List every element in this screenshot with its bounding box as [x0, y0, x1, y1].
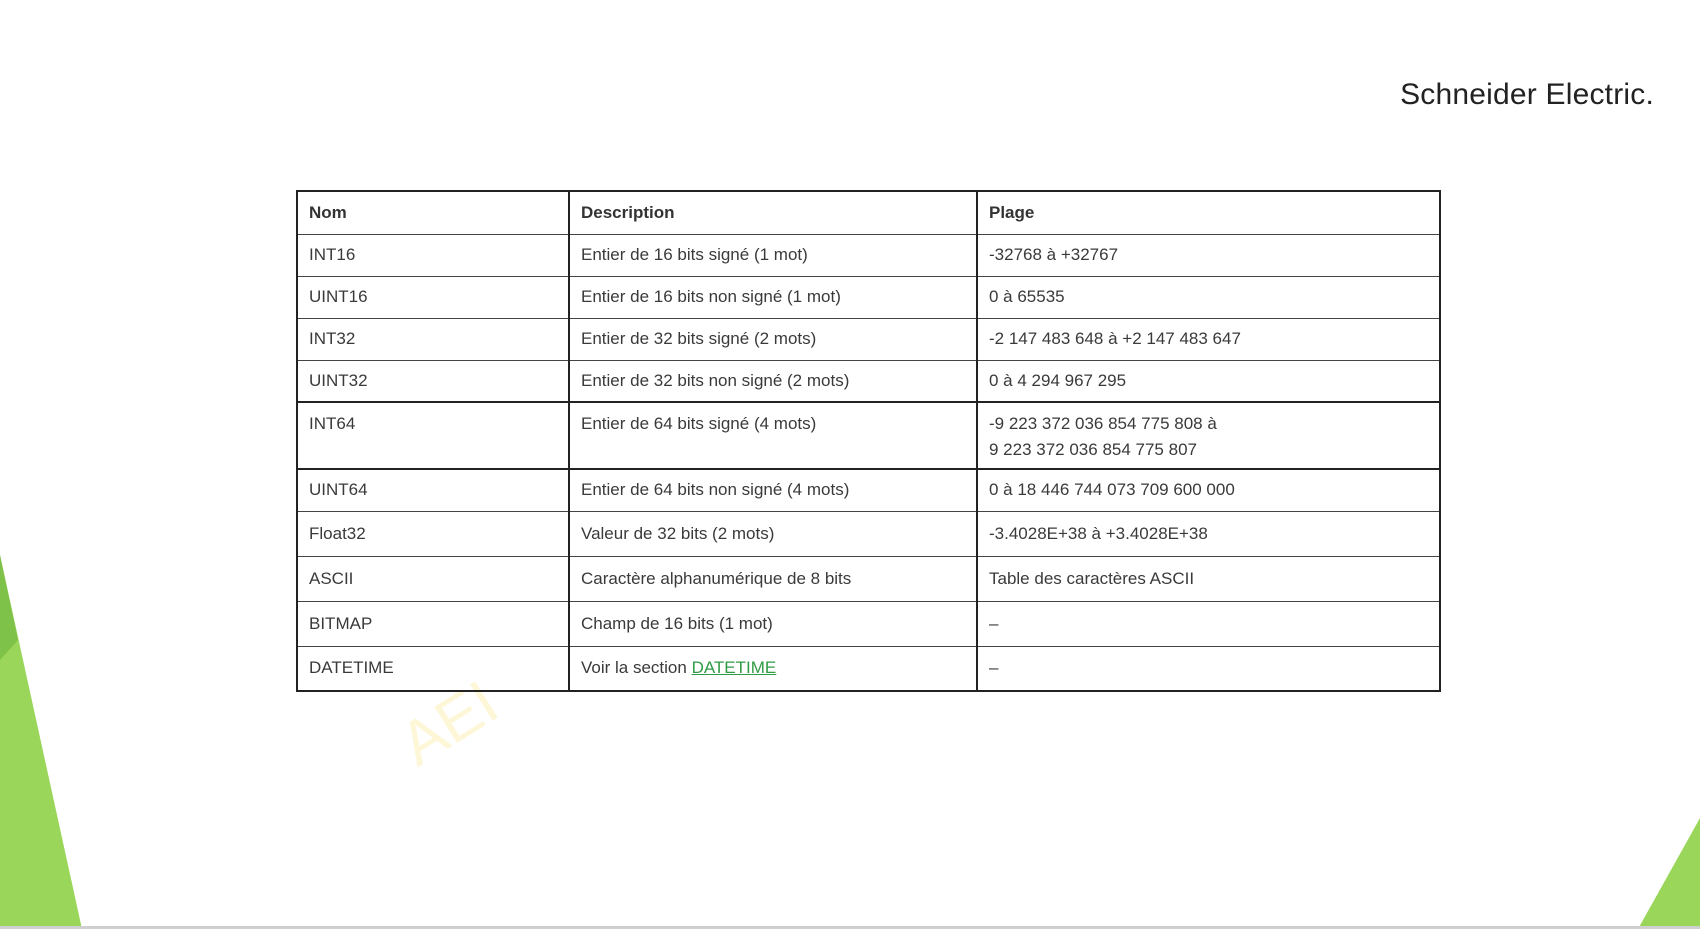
- type-description: Champ de 16 bits (1 mot): [569, 601, 977, 646]
- table-row: [297, 646, 1440, 691]
- table-row: [297, 276, 1440, 318]
- type-description: Entier de 64 bits signé (4 mots): [569, 402, 977, 469]
- type-name: BITMAP: [297, 601, 569, 646]
- type-description: Caractère alphanumérique de 8 bits: [569, 556, 977, 601]
- type-name: INT32: [297, 318, 569, 360]
- type-name: UINT16: [297, 276, 569, 318]
- type-name: INT64: [297, 402, 569, 469]
- type-name: UINT64: [297, 469, 569, 511]
- type-description: Entier de 32 bits signé (2 mots): [569, 318, 977, 360]
- table-row: [297, 234, 1440, 276]
- table-row: [297, 402, 1440, 469]
- type-range: 0 à 4 294 967 295: [977, 360, 1440, 402]
- type-range: [977, 402, 1440, 469]
- column-header-description: Description: [569, 191, 977, 234]
- type-range-line: -9 223 372 036 854 775 808 à: [989, 414, 1217, 433]
- table-row: [297, 469, 1440, 511]
- data-types-table: [296, 190, 1441, 692]
- type-description: Entier de 16 bits signé (1 mot): [569, 234, 977, 276]
- type-description: Entier de 64 bits non signé (4 mots): [569, 469, 977, 511]
- right-green-accent: [1638, 818, 1700, 929]
- type-description: Entier de 32 bits non signé (2 mots): [569, 360, 977, 402]
- column-header-range: Plage: [977, 191, 1440, 234]
- type-range: 0 à 18 446 744 073 709 600 000: [977, 469, 1440, 511]
- datetime-section-link[interactable]: DATETIME: [691, 658, 777, 678]
- table-row: [297, 511, 1440, 556]
- type-range: -32768 à +32767: [977, 234, 1440, 276]
- type-name: ASCII: [297, 556, 569, 601]
- type-range: -3.4028E+38 à +3.4028E+38: [977, 511, 1440, 556]
- type-description: Entier de 16 bits non signé (1 mot): [569, 276, 977, 318]
- type-range: Table des caractères ASCII: [977, 556, 1440, 601]
- table-row: [297, 556, 1440, 601]
- left-green-accent-shade: [0, 555, 18, 660]
- description-prefix: Voir la section: [581, 658, 692, 678]
- table-row: [297, 318, 1440, 360]
- type-range: –: [977, 601, 1440, 646]
- column-header-name: Nom: [297, 191, 569, 234]
- left-green-accent: [0, 555, 82, 929]
- table-header-row: [297, 191, 1440, 234]
- type-name: UINT32: [297, 360, 569, 402]
- table-row: [297, 601, 1440, 646]
- company-name: Schneider Electric.: [1400, 78, 1654, 111]
- watermark: AEI: [388, 667, 510, 780]
- type-name: DATETIME: [297, 646, 569, 691]
- type-description: [569, 646, 977, 691]
- type-range: –: [977, 646, 1440, 691]
- type-range: 0 à 65535: [977, 276, 1440, 318]
- type-range-line: 9 223 372 036 854 775 807: [989, 440, 1197, 459]
- type-description: Valeur de 32 bits (2 mots): [569, 511, 977, 556]
- type-name: Float32: [297, 511, 569, 556]
- type-name: INT16: [297, 234, 569, 276]
- table-row: [297, 360, 1440, 402]
- type-range: -2 147 483 648 à +2 147 483 647: [977, 318, 1440, 360]
